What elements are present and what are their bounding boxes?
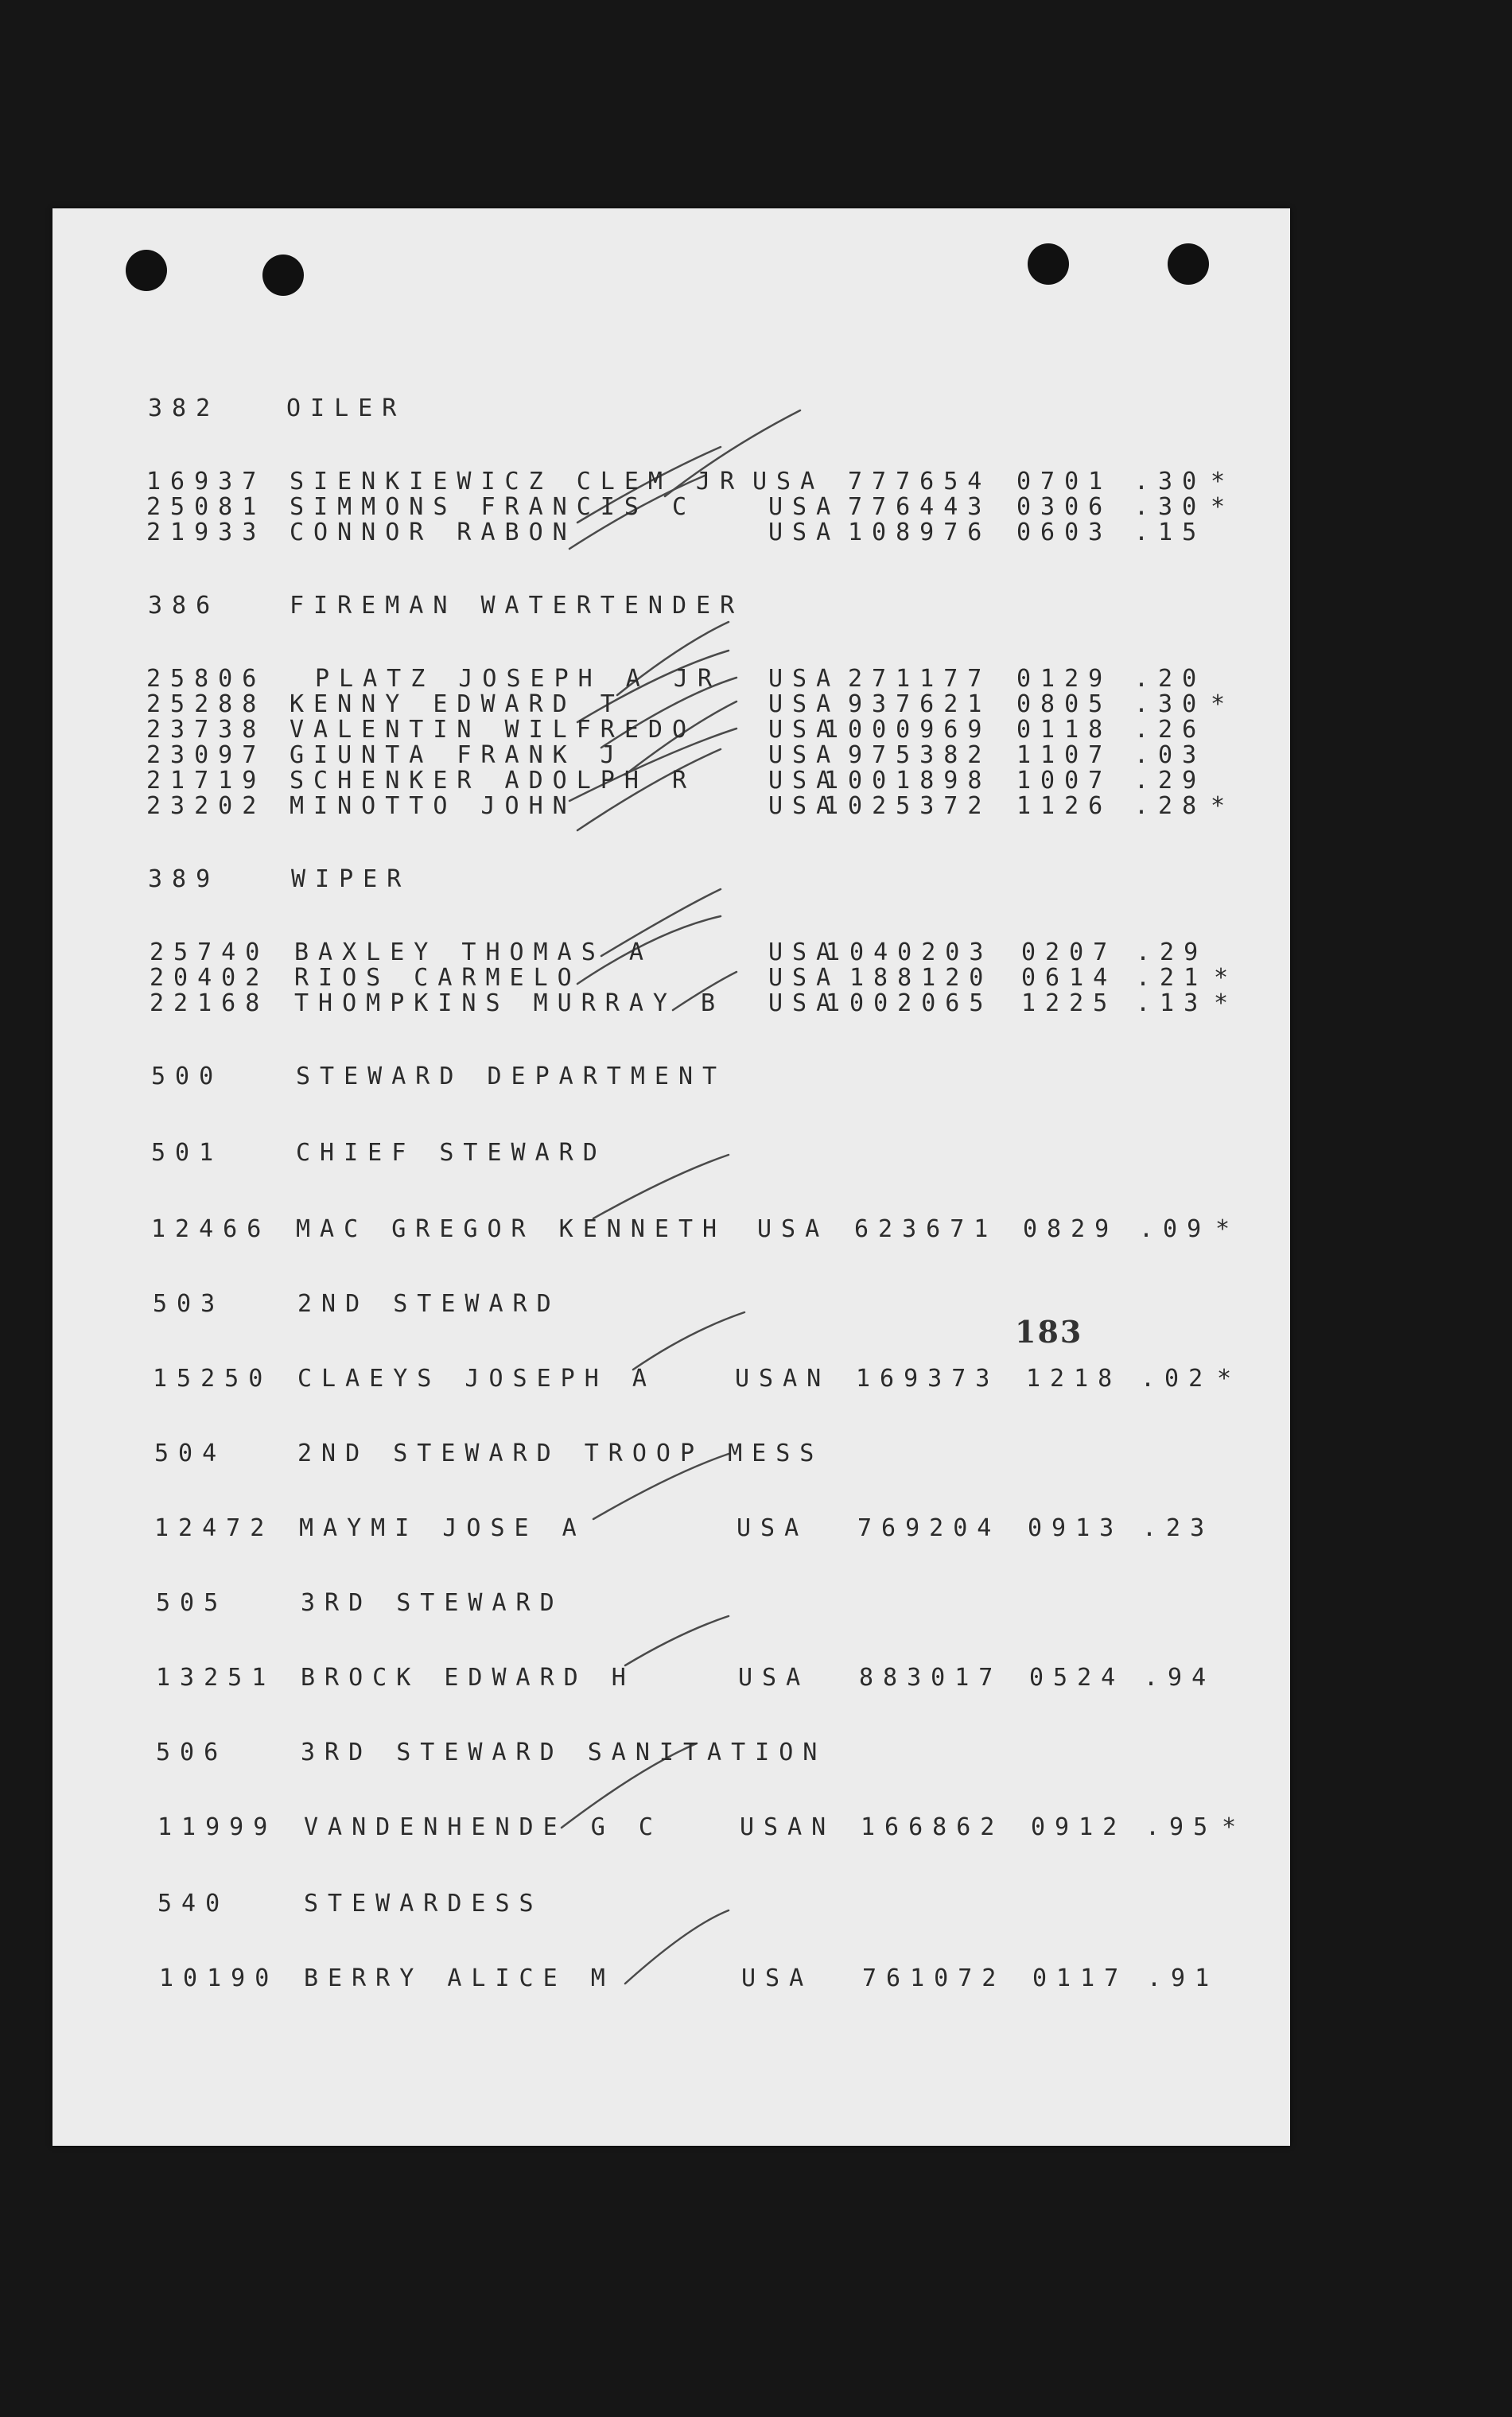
date-code: 0912 [1031,1813,1127,1841]
asterisk-mark: * [1211,493,1235,521]
service-id: 23097 [146,741,266,769]
document-number: 188120 [849,964,993,992]
service-id: 23202 [146,792,266,820]
rate-value: .29 [1134,767,1207,795]
citizenship: USA [768,741,841,769]
rate-value: .03 [1134,741,1207,769]
document-number: 975382 [848,741,992,769]
crew-name: BAXLEY THOMAS A [294,938,653,966]
section-code-501: 501 [151,1139,223,1167]
check-mark [625,1616,729,1665]
section-title-steward-department: STEWARD DEPARTMENT [296,1063,727,1090]
document-number: 1002065 [826,989,993,1017]
citizenship: USA [768,493,841,521]
citizenship: USA [768,665,841,693]
service-id: 12466 [151,1215,271,1243]
rate-value: .30 [1134,468,1207,495]
citizenship: USA [768,989,841,1017]
service-id: 20402 [150,964,270,992]
crew-name: BROCK EDWARD H [301,1664,636,1692]
punch-hole-4 [1168,243,1209,285]
crew-name: MAC GREGOR KENNETH [296,1215,727,1243]
section-code-540: 540 [157,1890,230,1918]
section-title-oiler: OILER [286,394,406,422]
service-id: 21933 [146,519,266,546]
rate-value: .23 [1142,1514,1215,1542]
date-code: 0118 [1016,716,1113,744]
section-title-stewardess: STEWARDESS [304,1890,543,1918]
crew-name: BERRY ALICE M [304,1964,615,1992]
citizenship: USA [768,519,841,546]
rate-value: .29 [1136,938,1208,966]
document-number: 937621 [848,690,992,718]
rate-value: .91 [1147,1964,1219,1992]
citizenship: USAN [740,1813,836,1841]
citizenship: USA [768,792,841,820]
section-title-2nd-steward: 2ND STEWARD [297,1290,561,1318]
crew-name: CONNOR RABON [290,519,577,546]
punch-hole-3 [1028,243,1069,285]
document-number: 108976 [848,519,992,546]
date-code: 0207 [1021,938,1117,966]
asterisk-mark: * [1214,964,1238,992]
citizenship: USA [768,767,841,795]
crew-name: RIOS CARMELO [294,964,581,992]
citizenship: USA [738,1664,810,1692]
date-code: 0614 [1021,964,1117,992]
document-number: 271177 [848,665,992,693]
date-code: 1107 [1016,741,1113,769]
section-code-382: 382 [148,394,220,422]
asterisk-mark: * [1214,989,1238,1017]
citizenship: USA [768,690,841,718]
date-code: 0829 [1023,1215,1119,1243]
crew-name: SIENKIEWICZ CLEM JR [290,468,744,495]
date-code: 0117 [1032,1964,1129,1992]
section-title-2nd-steward-troop-mess: 2ND STEWARD TROOP MESS [297,1440,824,1467]
service-id: 12472 [154,1514,274,1542]
citizenship: USA [768,716,841,744]
document-number: 166862 [861,1813,1005,1841]
date-code: 1126 [1016,792,1113,820]
page-number: 183 [1015,1314,1083,1350]
rate-value: .28 [1134,792,1207,820]
asterisk-mark: * [1211,690,1235,718]
asterisk-mark: * [1211,792,1235,820]
document-number: 769204 [857,1514,1001,1542]
service-id: 10190 [159,1964,279,1992]
service-id: 15250 [153,1365,273,1393]
document-number: 169373 [856,1365,1000,1393]
date-code: 1007 [1016,767,1113,795]
citizenship: USA [752,468,825,495]
date-code: 0805 [1016,690,1113,718]
citizenship: USA [757,1215,830,1243]
crew-name: KENNY EDWARD T [290,690,624,718]
rate-value: .21 [1136,964,1208,992]
punch-hole-1 [126,250,167,291]
section-title-3rd-steward-sanitation: 3RD STEWARD SANITATION [301,1739,827,1766]
service-id: 22168 [150,989,270,1017]
section-code-389: 389 [148,865,220,893]
date-code: 0913 [1028,1514,1124,1542]
rate-value: .09 [1139,1215,1211,1243]
citizenship: USA [768,938,841,966]
date-code: 0129 [1016,665,1113,693]
section-title-3rd-steward: 3RD STEWARD [301,1589,564,1617]
rate-value: .95 [1145,1813,1218,1841]
rate-value: .13 [1136,989,1208,1017]
service-id: 21719 [146,767,266,795]
rate-value: .94 [1144,1664,1216,1692]
crew-name: MINOTTO JOHN [290,792,577,820]
asterisk-mark: * [1211,468,1235,495]
crew-name: MAYMI JOSE A [299,1514,586,1542]
crew-name: VALENTIN WILFREDO [290,716,697,744]
date-code: 0306 [1016,493,1113,521]
date-code: 0524 [1029,1664,1125,1692]
section-code-503: 503 [153,1290,225,1318]
crew-name: VANDENHENDE G C [304,1813,663,1841]
crew-name: THOMPKINS MURRAY B [294,989,725,1017]
service-id: 16937 [146,468,266,495]
rate-value: .20 [1134,665,1207,693]
document-number: 1025372 [824,792,992,820]
document-number: 776443 [848,493,992,521]
crew-name: SCHENKER ADOLPH R [290,767,697,795]
crew-name: PLATZ JOSEPH A JR [315,665,722,693]
section-title-wiper: WIPER [291,865,411,893]
service-id: 23738 [146,716,266,744]
document-number: 1000969 [824,716,992,744]
document-number: 777654 [848,468,992,495]
document-number: 1040203 [826,938,993,966]
section-code-505: 505 [156,1589,228,1617]
asterisk-mark: * [1222,1813,1246,1841]
rate-value: .30 [1134,690,1207,718]
punch-hole-2 [262,255,304,296]
crew-name: CLAEYS JOSEPH A [297,1365,656,1393]
service-id: 11999 [157,1813,278,1841]
asterisk-mark: * [1217,1365,1242,1393]
section-code-504: 504 [154,1440,227,1467]
section-title-fireman-watertender: FIREMAN WATERTENDER [290,592,744,620]
citizenship: USA [741,1964,814,1992]
crew-name: SIMMONS FRANCIS C [290,493,697,521]
date-code: 0603 [1016,519,1113,546]
asterisk-mark: * [1215,1215,1240,1243]
service-id: 25288 [146,690,266,718]
check-mark [593,1155,729,1218]
citizenship: USA [737,1514,809,1542]
document-number: 883017 [859,1664,1003,1692]
citizenship: USAN [735,1365,831,1393]
crew-name: GIUNTA FRANK J [290,741,624,769]
rate-value: .30 [1134,493,1207,521]
typed-roster-page [52,208,1290,2146]
check-mark [625,1910,729,1984]
service-id: 25740 [150,938,270,966]
document-number: 1001898 [824,767,992,795]
document-number: 761072 [862,1964,1006,1992]
rate-value: .02 [1141,1365,1213,1393]
date-code: 1218 [1026,1365,1122,1393]
rate-value: .26 [1134,716,1207,744]
check-mark [633,1312,744,1370]
document-number: 623671 [854,1215,998,1243]
section-code-386: 386 [148,592,220,620]
section-title-chief-steward: CHIEF STEWARD [296,1139,607,1167]
service-id: 25081 [146,493,266,521]
section-code-506: 506 [156,1739,228,1766]
section-code-500: 500 [151,1063,223,1090]
date-code: 0701 [1016,468,1113,495]
rate-value: .15 [1134,519,1207,546]
citizenship: USA [768,964,841,992]
date-code: 1225 [1021,989,1117,1017]
service-id: 13251 [156,1664,276,1692]
service-id: 25806 [146,665,266,693]
